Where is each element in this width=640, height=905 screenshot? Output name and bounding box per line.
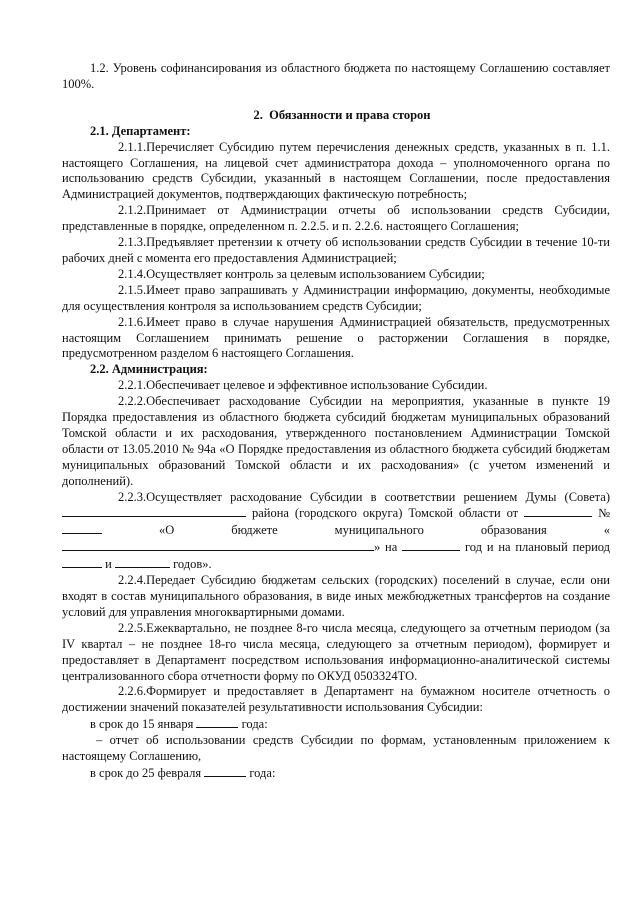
clause-text: Ежеквартально, не позднее 8-го числа месяца, следующего за отчетным периодом (за IV квартал – не позднее 18-го числа месяца, следующего за отчетным периодом), формирует и предоставляет в Департамент посредством использования информационно-аналитической системы централизованного сбора отчетности форму по ОКУД 0503324ТО. (62, 620, 610, 683)
clause-2-2-3 (62, 490, 610, 574)
fill-blank-decision-date[interactable] (524, 505, 592, 517)
deadline-jan-15 (62, 716, 610, 733)
clause-number: 2.1.5. (118, 282, 147, 297)
clause-2-2-6 (62, 684, 610, 716)
clause-text: годов». (173, 557, 212, 572)
deadline-feb-25 (62, 765, 610, 782)
subheading-2-1: 2.1. Департамент: (90, 123, 191, 138)
fill-blank-council[interactable] (62, 505, 246, 517)
clause-2-2-2 (62, 394, 610, 489)
report-item: – отчет об использовании средств Субсидии по формам, установленным приложением к настоящему Соглашению, (62, 733, 610, 764)
clause-text: «О бюджете муниципального образования « (158, 523, 610, 538)
clause-2-2-5 (62, 621, 610, 685)
clause-1-2: 1.2. Уровень софинансирования из областного бюджета по настоящему Соглашению составляет 100%. (62, 61, 610, 91)
clause-2-1-3 (62, 235, 610, 267)
section-2-title: 2. Обязанности и права сторон (253, 107, 431, 122)
clause-number: 2.1.6. (118, 314, 147, 329)
clause-number: 2.1.4. (118, 266, 147, 281)
fill-blank-plan-year-1[interactable] (62, 556, 102, 568)
clause-text: Осуществляет расходование Субсидии в соответствии решением Думы (Совета) (146, 489, 610, 504)
clause-text: Формирует и предоставляет в Департамент на бумажном носителе отчетность о достижении значений показателей результативности использования Субсидии: (62, 684, 610, 715)
clause-2-1-1 (62, 140, 610, 204)
clause-text: Осуществляет контроль за целевым использованием Субсидии; (146, 266, 485, 281)
deadline-text: в срок до 15 января (90, 717, 194, 732)
clause-text: Принимает от Администрации отчеты об использовании средств Субсидии, представленные в порядке, определенном п. 2.2.5. и п. 2.2.6. настоящего Соглашения; (62, 203, 610, 234)
fill-blank-budget-year[interactable] (402, 539, 460, 551)
fill-blank-year-jan[interactable] (196, 716, 238, 728)
fill-blank-municipality[interactable] (62, 539, 374, 551)
clause-text: Обеспечивает расходование Субсидии на мероприятия, указанные в пункте 19 Порядка предоставления из областного бюджета субсидий бюджетам муниципальных образований Томской области и их расходования, утвержденного постановлением Администрации Томской области от 13.05.2010 № 94а «О Порядке предоставления из областного бюджета субсидий бюджетам муниципальных образований Томской области и их расходования» (с учетом изменений и дополнений). (62, 394, 610, 488)
fill-blank-decision-number[interactable] (62, 522, 102, 534)
clause-text: » на (374, 540, 398, 555)
clause-text: района (городского округа) Томской области от (251, 506, 519, 521)
clause-2-1-5 (62, 283, 610, 315)
clause-text: и (105, 557, 112, 572)
clause-2-1-2 (62, 203, 610, 235)
fill-blank-year-feb[interactable] (204, 765, 246, 777)
clause-text: Перечисляет Субсидию путем перечисления денежных средств, указанных в п. 1.1. настоящего Соглашения, на лицевой счет администратора дохода – уполномоченного органа по использованию средств Субсидии, указанный в настоящем Соглашении, после предоставления Администрацией документов, подтверждающих фактическую потребность; (62, 139, 610, 202)
clause-number: 2.1.3. (118, 235, 147, 250)
clause-2-1-6 (62, 315, 610, 363)
clause-number: 2.2.6. (118, 684, 147, 699)
clause-2-2-4 (62, 573, 610, 621)
clause-number: 2.2.4. (118, 573, 147, 588)
clause-number: 2.1.1. (118, 139, 147, 154)
clause-text: Передает Субсидию бюджетам сельских (городских) поселений в случае, если они входят в состав муниципального образования, в виде иных межбюджетных трансфертов на создание условий для управления многоквартирными домами. (62, 573, 610, 619)
document-page (62, 61, 610, 782)
clause-number: 2.2.5. (118, 620, 147, 635)
clause-text: Имеет право в случае нарушения Администрацией обязательств, предусмотренных настоящим Соглашением принимать решение о расторжении Соглашения в порядке, предусмотренном разделом 6 настоящего Соглашения. (62, 314, 610, 361)
deadline-text: года: (241, 717, 268, 732)
clause-2-1-4 (62, 267, 610, 283)
clause-number: 2.2.3. (118, 489, 147, 504)
clause-text: Предъявляет претензии к отчету об использовании средств Субсидии в течение 10-ти рабочих дней с момента его предоставления Администрацией; (62, 235, 610, 265)
fill-blank-plan-year-2[interactable] (115, 556, 170, 568)
deadline-text: года: (249, 765, 276, 780)
clause-text: год и на плановый период (464, 540, 611, 555)
clause-text: Имеет право запрашивать у Администрации информацию, документы, необходимые для осуществления контроля за использованием средств Субсидии; (62, 282, 610, 313)
clause-number: 2.1.2. (118, 203, 147, 218)
subheading-2-2: 2.2. Администрация: (90, 362, 208, 377)
clause-number: 2.2.1. (118, 378, 147, 393)
clause-number: 2.2.2. (118, 394, 147, 409)
deadline-text: в срок до 25 февраля (90, 765, 202, 780)
clause-text: Обеспечивает целевое и эффективное использование Субсидии. (146, 378, 488, 393)
clause-text: № (598, 506, 611, 521)
clause-2-2-1 (62, 378, 610, 394)
